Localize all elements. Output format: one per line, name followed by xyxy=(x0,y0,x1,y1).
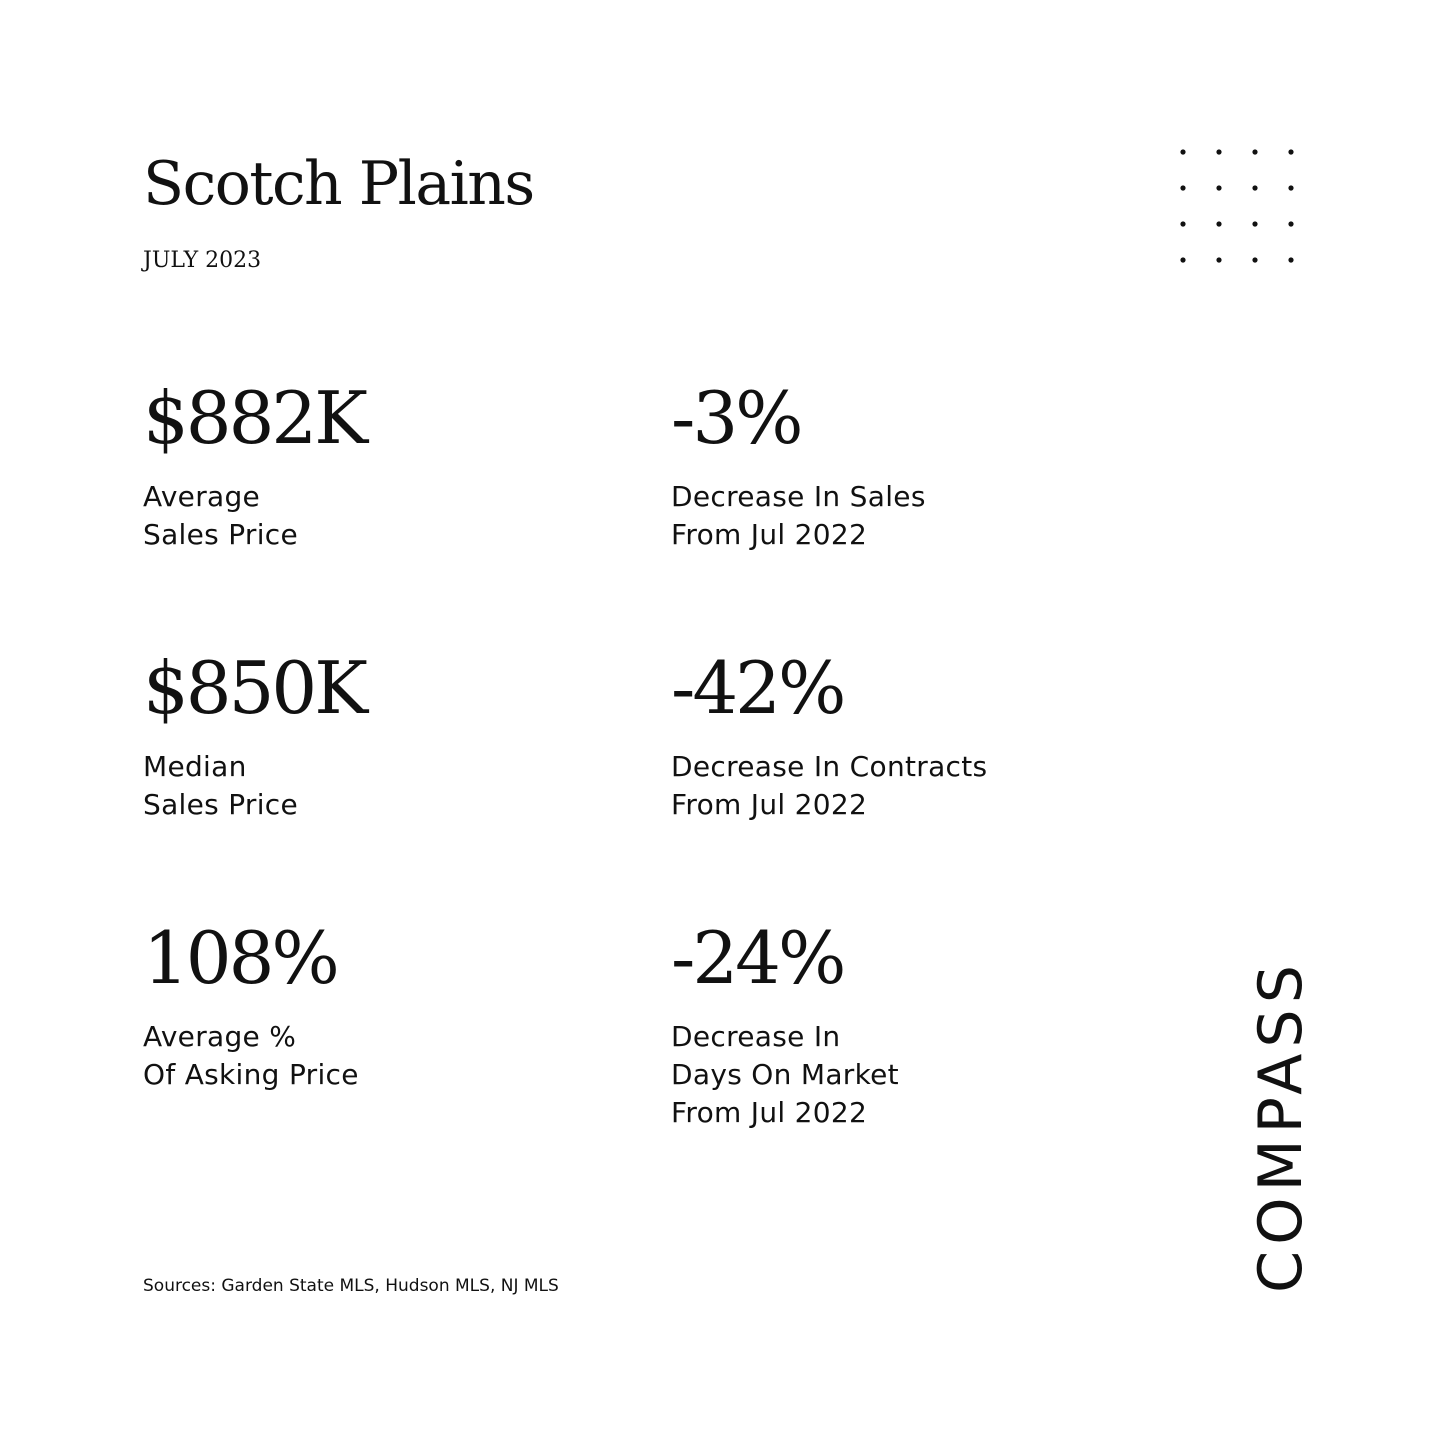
stat-label-line: Days On Market xyxy=(671,1058,899,1091)
stat-label-line: Sales Price xyxy=(143,518,299,551)
compass-logo-text: COMPASS xyxy=(1246,960,1316,1293)
dot xyxy=(1288,257,1293,262)
page-title: Scotch Plains xyxy=(143,149,534,219)
dot xyxy=(1180,185,1185,190)
stat-label xyxy=(671,478,1131,554)
dot xyxy=(1288,185,1293,190)
stat-value: $850K xyxy=(143,646,366,730)
stat-label-line: Average xyxy=(143,480,261,513)
stat-label xyxy=(143,1018,603,1094)
stat-median-sales-price xyxy=(143,648,603,824)
stat-label-line: Sales Price xyxy=(143,788,299,821)
sources-note: Sources: Garden State MLS, Hudson MLS, NJ MLS xyxy=(143,1276,559,1296)
stat-days-on-market-change xyxy=(671,918,1131,1132)
stat-label xyxy=(143,478,603,554)
stat-value: 108% xyxy=(143,916,337,1000)
stat-label-line: Decrease In xyxy=(671,1020,841,1053)
stat-label xyxy=(671,1018,1131,1132)
stat-label-line: Average % xyxy=(143,1020,297,1053)
stat-label-line: From Jul 2022 xyxy=(671,1096,868,1129)
dot xyxy=(1216,221,1221,226)
stat-average-percent-asking xyxy=(143,918,603,1094)
stat-label xyxy=(143,748,603,824)
stat-contracts-change xyxy=(671,648,1131,824)
stat-value: -24% xyxy=(671,916,844,1000)
compass-logo xyxy=(1216,955,1316,1295)
stat-label-line: Decrease In Sales xyxy=(671,480,926,513)
stat-value: $882K xyxy=(143,376,366,460)
dot xyxy=(1216,257,1221,262)
dot xyxy=(1288,149,1293,154)
stat-label-line: Median xyxy=(143,750,247,783)
stat-value: -42% xyxy=(671,646,844,730)
stat-value: -3% xyxy=(671,376,801,460)
stat-label-line: Of Asking Price xyxy=(143,1058,359,1091)
stat-label-line: From Jul 2022 xyxy=(671,788,868,821)
dot xyxy=(1288,221,1293,226)
dot xyxy=(1252,149,1257,154)
stat-sales-change xyxy=(671,378,1131,554)
stat-label xyxy=(671,748,1131,824)
dot xyxy=(1180,221,1185,226)
dot xyxy=(1180,257,1185,262)
stat-label-line: From Jul 2022 xyxy=(671,518,868,551)
stat-label-line: Decrease In Contracts xyxy=(671,750,988,783)
dot-grid-icon xyxy=(1173,142,1297,266)
dot xyxy=(1252,221,1257,226)
dot xyxy=(1216,185,1221,190)
dot xyxy=(1216,149,1221,154)
dot xyxy=(1252,185,1257,190)
stat-average-sales-price xyxy=(143,378,603,554)
report-date: JULY 2023 xyxy=(143,248,262,273)
dot xyxy=(1180,149,1185,154)
dot xyxy=(1252,257,1257,262)
